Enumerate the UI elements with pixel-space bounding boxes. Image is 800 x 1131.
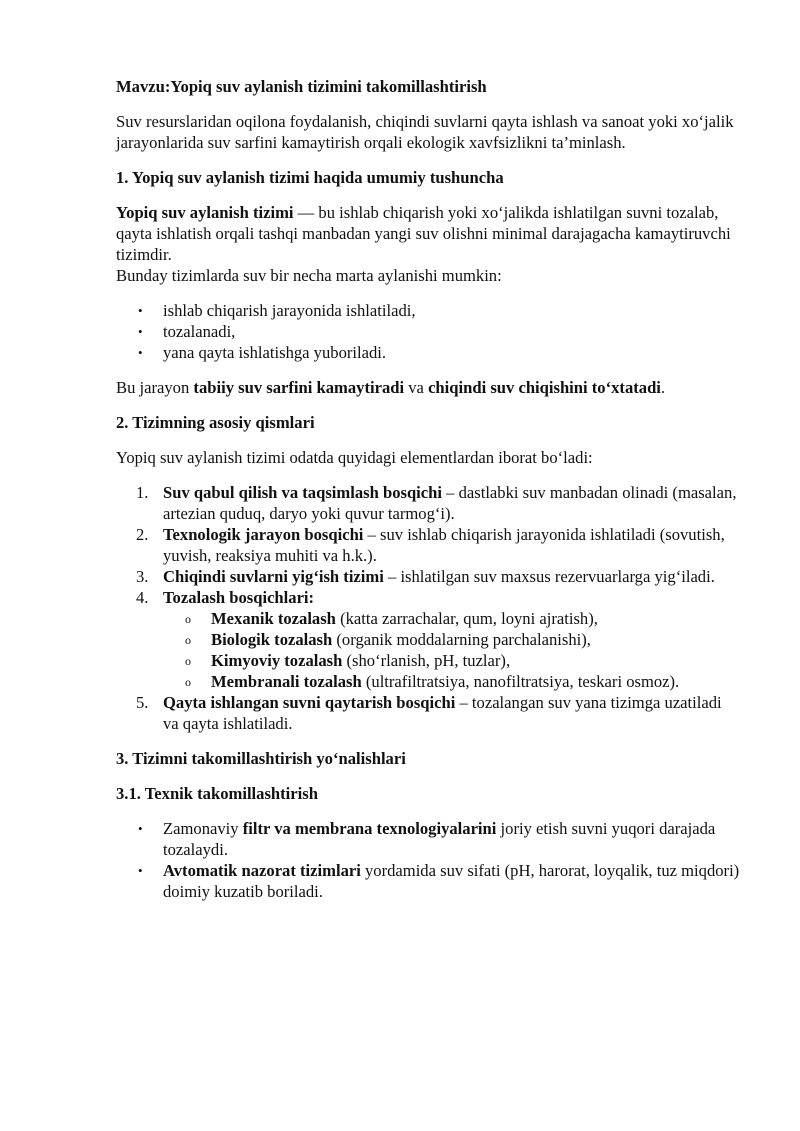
sub-list-item [163,650,740,671]
document-title: Mavzu:Yopiq suv aylanish tizimini takomillashtirish [116,77,487,96]
item-title: Chiqindi suvlarni yig‘ish tizimi [163,567,384,586]
section-1-heading: 1. Yopiq suv aylanish tizimi haqida umumiy tushuncha [116,168,504,187]
sub-list-item [163,629,740,650]
list-item [116,692,740,734]
sub-item-text: (organik moddalarning parchalanishi), [332,630,591,649]
summary-text: Bu jarayon [116,378,194,397]
cleaning-stages-list [163,608,740,692]
item-title: Qayta ishlangan suvni qaytarish bosqichi [163,693,456,712]
cycle-lead: Bunday tizimlarda suv bir necha marta aylanishi mumkin: [116,266,502,285]
sub-item-text: (ultrafiltratsiya, nanofiltratsiya, teskari osmoz). [361,672,680,691]
sub-item-title: Biologik tozalash [211,630,333,649]
item-number: 4. [136,588,149,607]
sub-list-item [163,671,740,692]
sub-list-item [163,608,740,629]
item-number: 3. [136,567,149,586]
section-3-1-heading: 3.1. Texnik takomillashtirish [116,784,318,803]
item-text: – dastlabki suv manbadan olinadi (masalan, artezian quduq, daryo yoki quvur tarmog‘i). [163,483,737,523]
item-text: – ishlatilgan suv maxsus rezervuarlarga yig‘iladi. [383,567,715,586]
item-text: joriy etish suvni yuqori darajada tozalaydi. [163,819,716,859]
item-title: Texnologik jarayon bosqichi [163,525,364,544]
sub-item-title: Kimyoviy tozalash [211,651,343,670]
summary-bold: tabiiy suv sarfini kamaytiradi [193,378,405,397]
section-3-heading: 3. Tizimni takomillashtirish yo‘nalishlari [116,749,406,768]
item-text: – tozalangan suv yana tizimga uzatiladi va qayta ishlatiladi. [163,693,722,733]
list-item: • ishlab chiqarish jarayonida ishlatiladi, [116,300,740,321]
definition-paragraph [116,202,740,265]
components-list [116,482,740,734]
item-number: 5. [136,693,149,712]
item-text: – suv ishlab chiqarish jarayonida ishlatiladi (sovutish, yuvish, reaksiya muhiti va h.k.). [163,525,725,565]
cycle-list [116,300,740,363]
list-item [116,860,740,902]
item-number: 2. [136,525,149,544]
summary-text: . [660,378,666,397]
item-bold: filtr va membrana texnologiyalarini [242,819,497,838]
summary-bold: chiqindi suv chiqishini to‘xtatadi [428,378,661,397]
components-lead: Yopiq suv aylanish tizimi odatda quyidagi elementlardan iborat bo‘ladi: [116,448,593,467]
list-item [116,587,740,692]
list-item [116,482,740,524]
list-item [116,566,740,587]
sub-item-title: Membranali tozalash [211,672,362,691]
sub-item-title: Mexanik tozalash [211,609,336,628]
section-2-heading: 2. Tizimning asosiy qismlari [116,413,315,432]
technical-list [116,818,740,902]
summary-paragraph [116,377,740,398]
definition-text: — bu ishlab chiqarish yoki xo‘jalikda ishlatilgan suvni tozalab, qayta ishlatish orqali tashqi manbadan yangi suv olishni minimal darajagacha kamaytiruvchi tizimdir. [116,203,731,264]
summary-text: va [404,378,429,397]
item-bold: Avtomatik nazorat tizimlari [163,861,361,880]
item-number: 1. [136,483,149,502]
intro-paragraph: Suv resurslaridan oqilona foydalanish, chiqindi suvlarni qayta ishlash va sanoat yoki xo‘jalik jarayonlarida suv sarfini kamaytirish orqali ekologik xavfsizlikni ta’minlash. [116,112,734,152]
sub-item-text: (katta zarrachalar, qum, loyni ajratish), [335,609,598,628]
list-item: • tozalanadi, [116,321,740,342]
item-text: yordamida suv sifati (pH, harorat, loyqalik, tuz miqdori) doimiy kuzatib boriladi. [163,861,740,901]
list-item [116,818,740,860]
item-title: Suv qabul qilish va taqsimlash bosqichi [163,483,442,502]
item-title: Tozalash bosqichlari: [163,588,315,607]
list-item: • yana qayta ishlatishga yuboriladi. [116,342,740,363]
definition-term: Yopiq suv aylanish tizimi [116,203,294,222]
list-item [116,524,740,566]
item-text: Zamonaviy [163,819,243,838]
sub-item-text: (sho‘rlanish, pH, tuzlar), [342,651,511,670]
